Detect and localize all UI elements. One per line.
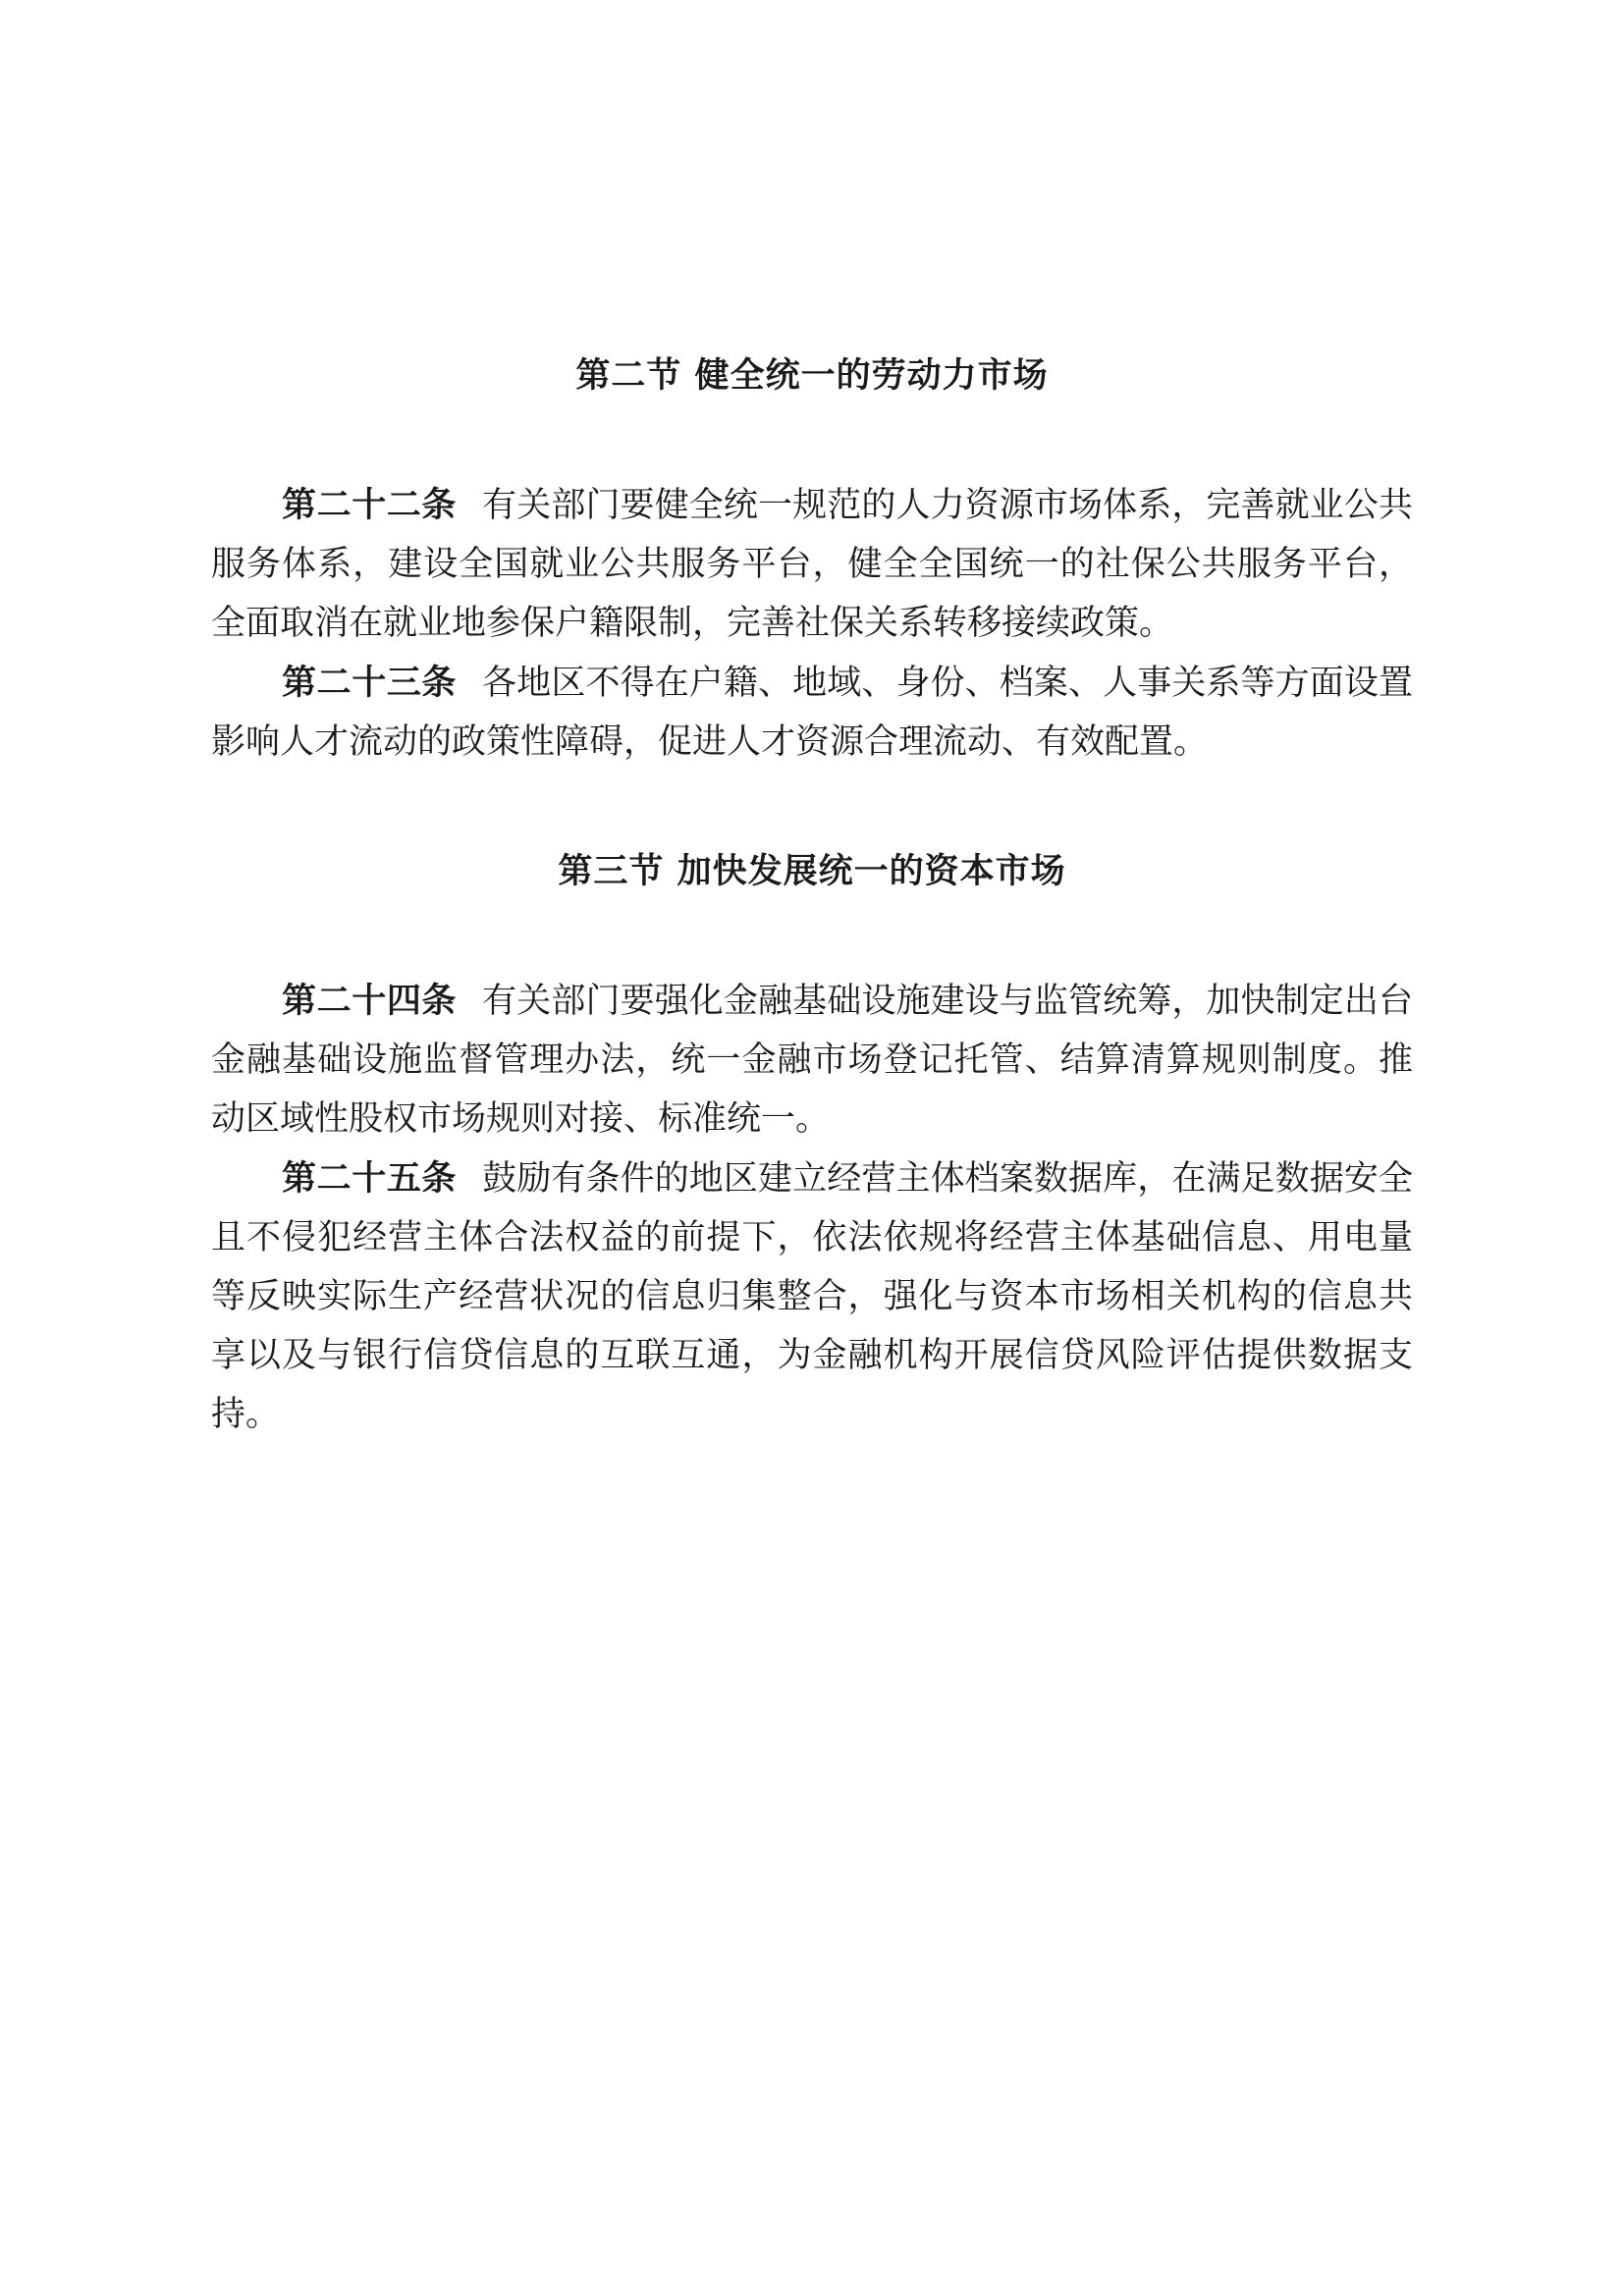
heading-spacer-3 [211, 899, 1413, 972]
article-label-24: 第二十四条 [282, 980, 458, 1021]
article-paragraph-25 [211, 1149, 1413, 1445]
document-body [211, 0, 1413, 1444]
article-paragraph-22 [211, 476, 1413, 654]
article-label-25: 第二十五条 [282, 1157, 458, 1199]
section-heading-2: 第三节 加快发展统一的资本市场 [558, 850, 1066, 891]
article-label-22: 第二十二条 [282, 485, 458, 525]
article-text-23: 各地区不得在户籍、地域、身份、档案、人事关系等方面设置影响人才流动的政策性障碍，促进人才资源合理流动、有效配置。 [211, 663, 1413, 762]
article-label-23: 第二十三条 [282, 662, 458, 703]
article-text-25: 鼓励有条件的地区建立经营主体档案数据库，在满足数据安全且不侵犯经营主体合法权益的前提下，依法依规将经营主体基础信息、用电量等反映实际生产经营状况的信息归集整合，强化与资本市场相关机构的信息共享以及与银行信贷信息的互联互通，为金融机构开展信贷风险评估提供数据支持。 [211, 1158, 1413, 1435]
article-text-22: 有关部门要健全统一规范的人力资源市场体系，完善就业公共服务体系，建设全国就业公共服务平台，健全全国统一的社保公共服务平台，全面取消在就业地参保户籍限制，完善社保关系转移接续政策。 [211, 486, 1413, 644]
section-heading-1: 第二节 健全统一的劳动力市场 [575, 355, 1049, 396]
article-text-24: 有关部门要强化金融基础设施建设与监管统筹，加快制定出台金融基础设施监督管理办法，统一金融市场登记托管、结算清算规则制度。推动区域性股权市场规则对接、标准统一。 [211, 981, 1413, 1140]
article-paragraph-23 [211, 654, 1413, 772]
heading-spacer-1 [211, 403, 1413, 476]
article-paragraph-24 [211, 972, 1413, 1149]
heading-spacer-2 [211, 772, 1413, 844]
